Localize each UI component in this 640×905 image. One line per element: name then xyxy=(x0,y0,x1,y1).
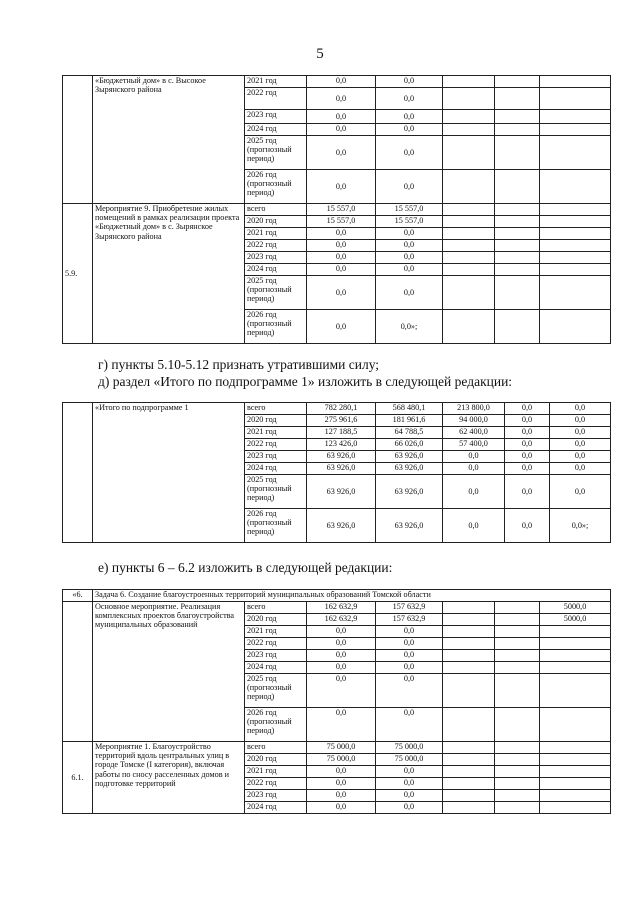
value-cell: 213 800,0 xyxy=(443,403,505,415)
total-cell: 275 961,6 xyxy=(307,415,376,427)
year-cell: 2020 год xyxy=(245,415,307,427)
table-subprogram-total xyxy=(62,402,611,543)
year-cell: всего xyxy=(245,403,307,415)
fed-cell: 0,0 xyxy=(376,264,443,276)
value-cell: 0,0 xyxy=(550,463,611,475)
heading-e: е) пункты 6 – 6.2 изложить в следующей редакции: xyxy=(98,560,393,575)
value-cell: 63 926,0 xyxy=(376,475,443,509)
year-cell: 2022 год xyxy=(245,439,307,451)
total-cell: 0,0 xyxy=(307,124,376,136)
total-cell: 782 280,1 xyxy=(307,403,376,415)
year-cell: всего xyxy=(245,602,307,614)
year-cell: 2021 год xyxy=(245,427,307,439)
value-cell: 0,0 xyxy=(505,475,550,509)
year-cell: 2026 год (прогнозный период) xyxy=(245,310,307,344)
value-cell: 63 926,0 xyxy=(376,463,443,475)
fed-cell: 0,0 xyxy=(376,124,443,136)
value-cell: 66 026,0 xyxy=(376,439,443,451)
heading-g: г) пункты 5.10-5.12 признать утратившими силу; xyxy=(98,357,380,372)
total-cell: 0,0 xyxy=(307,662,376,674)
total-cell: 0,0 xyxy=(307,76,376,88)
total-cell: 63 926,0 xyxy=(307,509,376,543)
fed-cell: 15 557,0 xyxy=(376,216,443,228)
value-cell: 0,0 xyxy=(376,766,443,778)
value-cell: 0,0 xyxy=(376,626,443,638)
year-cell: 2021 год xyxy=(245,626,307,638)
fed-cell: 0,0 xyxy=(376,240,443,252)
total-cell: 0,0 xyxy=(307,674,376,708)
total-cell: 0,0 xyxy=(307,778,376,790)
measure-name-cell: Мероприятие 9. Приобретение жилых помещений в рамках реализации проекта «Бюджетный дом» в с. Зырянское Зырянского района xyxy=(93,204,245,344)
total-cell: 162 632,9 xyxy=(307,614,376,626)
value-cell: 568 480,1 xyxy=(376,403,443,415)
total-cell: 63 926,0 xyxy=(307,463,376,475)
total-cell: 127 188,5 xyxy=(307,427,376,439)
total-cell: 63 926,0 xyxy=(307,451,376,463)
total-name-cell: «Итого по подпрограмме 1 xyxy=(93,403,245,543)
table-row xyxy=(63,742,611,754)
year-cell: 2024 год xyxy=(245,802,307,814)
table-row xyxy=(63,204,611,216)
value-cell: 0,0 xyxy=(550,475,611,509)
year-cell: 2026 год (прогнозный период) xyxy=(245,170,307,204)
table-task-6 xyxy=(62,589,611,814)
value-cell: 0,0 xyxy=(505,415,550,427)
year-cell: 2026 год (прогнозный период) xyxy=(245,708,307,742)
year-cell: 2022 год xyxy=(245,88,307,110)
fed-cell: 0,0 xyxy=(376,110,443,124)
value-cell: 0,0 xyxy=(376,790,443,802)
value-cell: 75 000,0 xyxy=(376,742,443,754)
value-cell: 0,0 xyxy=(550,451,611,463)
year-cell: 2022 год xyxy=(245,778,307,790)
total-cell: 0,0 xyxy=(307,276,376,310)
value-cell: 0,0 xyxy=(376,662,443,674)
year-cell: 2023 год xyxy=(245,790,307,802)
total-cell: 162 632,9 xyxy=(307,602,376,614)
page-number: 5 xyxy=(316,46,324,62)
value-cell: 0,0 xyxy=(443,451,505,463)
value-cell: 0,0 xyxy=(376,778,443,790)
total-cell: 0,0 xyxy=(307,626,376,638)
total-cell: 75 000,0 xyxy=(307,754,376,766)
value-cell: 0,0 xyxy=(443,509,505,543)
year-cell: 2024 год xyxy=(245,124,307,136)
total-cell: 0,0 xyxy=(307,264,376,276)
year-cell: 2024 год xyxy=(245,463,307,475)
value-cell: 0,0 xyxy=(505,403,550,415)
total-cell: 75 000,0 xyxy=(307,742,376,754)
fed-cell: 0,0 xyxy=(376,276,443,310)
value-cell: 157 632,9 xyxy=(376,614,443,626)
fed-cell: 0,0 xyxy=(376,76,443,88)
year-cell: 2025 год (прогнозный период) xyxy=(245,674,307,708)
value-cell: 94 000,0 xyxy=(443,415,505,427)
total-cell: 0,0 xyxy=(307,650,376,662)
total-cell: 0,0 xyxy=(307,88,376,110)
value-cell: 0,0 xyxy=(550,427,611,439)
year-cell: 2023 год xyxy=(245,110,307,124)
total-cell: 63 926,0 xyxy=(307,475,376,509)
total-cell: 0,0 xyxy=(307,228,376,240)
table-row xyxy=(63,602,611,614)
year-cell: 2020 год xyxy=(245,216,307,228)
fed-cell: 0,0 xyxy=(376,170,443,204)
measure-name-cell: Мероприятие 1. Благоустройство территорий вдоль центральных улиц в городе Томске (I категория), включая работы по сносу расселенных домов и подготовке территорий xyxy=(93,742,245,814)
value-cell: 157 632,9 xyxy=(376,602,443,614)
value-cell: 0,0 xyxy=(505,451,550,463)
row-number-cell: 6.1. xyxy=(63,742,93,814)
value-cell: 0,0 xyxy=(550,403,611,415)
year-cell: 2024 год xyxy=(245,662,307,674)
fed-cell: 0,0 xyxy=(376,88,443,110)
year-cell: 2020 год xyxy=(245,754,307,766)
value-cell: 63 926,0 xyxy=(376,451,443,463)
year-cell: всего xyxy=(245,742,307,754)
value-cell: 75 000,0 xyxy=(376,754,443,766)
total-cell: 0,0 xyxy=(307,790,376,802)
value-cell: 0,0 xyxy=(443,463,505,475)
table-row xyxy=(63,76,611,88)
task-title-cell: Задача 6. Создание благоустроенных территорий муниципальных образований Томской области xyxy=(93,590,611,602)
year-cell: 2023 год xyxy=(245,650,307,662)
value-cell: 64 788,5 xyxy=(376,427,443,439)
value-cell: 0,0 xyxy=(505,427,550,439)
value-cell: 181 961,6 xyxy=(376,415,443,427)
value-cell: 5000,0 xyxy=(540,602,611,614)
total-cell: 0,0 xyxy=(307,170,376,204)
year-cell: 2025 год (прогнозный период) xyxy=(245,276,307,310)
total-cell: 0,0 xyxy=(307,136,376,170)
total-cell: 15 557,0 xyxy=(307,204,376,216)
value-cell: 62 400,0 xyxy=(443,427,505,439)
year-cell: всего xyxy=(245,204,307,216)
value-cell: 57 400,0 xyxy=(443,439,505,451)
value-cell: 0,0 xyxy=(505,463,550,475)
table-row xyxy=(63,403,611,415)
row-number-cell: «6. xyxy=(63,590,93,602)
fed-cell: 0,0 xyxy=(376,228,443,240)
year-cell: 2021 год xyxy=(245,228,307,240)
total-cell: 0,0 xyxy=(307,240,376,252)
fed-cell: 15 557,0 xyxy=(376,204,443,216)
year-cell: 2025 год (прогнозный период) xyxy=(245,136,307,170)
value-cell: 0,0 xyxy=(550,439,611,451)
row-number-cell: 5.9. xyxy=(63,204,93,344)
value-cell: 0,0 xyxy=(376,638,443,650)
value-cell: 0,0 xyxy=(443,475,505,509)
task-row xyxy=(63,590,611,602)
value-cell: 0,0 xyxy=(376,674,443,708)
value-cell: 0,0 xyxy=(505,509,550,543)
fed-cell: 0,0»; xyxy=(376,310,443,344)
total-cell: 123 426,0 xyxy=(307,439,376,451)
heading-d: д) раздел «Итого по подпрограмме 1» изложить в следующей редакции: xyxy=(98,374,513,389)
value-cell: 5000,0 xyxy=(540,614,611,626)
total-cell: 0,0 xyxy=(307,638,376,650)
year-cell: 2023 год xyxy=(245,451,307,463)
total-cell: 0,0 xyxy=(307,708,376,742)
year-cell: 2021 год xyxy=(245,76,307,88)
fed-cell: 0,0 xyxy=(376,252,443,264)
total-cell: 0,0 xyxy=(307,802,376,814)
year-cell: 2025 год (прогнозный период) xyxy=(245,475,307,509)
value-cell: 0,0 xyxy=(550,415,611,427)
total-cell: 15 557,0 xyxy=(307,216,376,228)
year-cell: 2026 год (прогнозный период) xyxy=(245,509,307,543)
measure-name-cell: «Бюджетный дом» в с. Высокое Зырянского района xyxy=(93,76,245,204)
value-cell: 0,0 xyxy=(376,650,443,662)
table-measures-5 xyxy=(62,75,611,344)
year-cell: 2020 год xyxy=(245,614,307,626)
value-cell: 0,0 xyxy=(376,708,443,742)
total-cell: 0,0 xyxy=(307,766,376,778)
year-cell: 2024 год xyxy=(245,264,307,276)
value-cell: 0,0 xyxy=(505,439,550,451)
year-cell: 2021 год xyxy=(245,766,307,778)
total-cell: 0,0 xyxy=(307,310,376,344)
row-number-cell xyxy=(63,76,93,204)
total-cell: 0,0 xyxy=(307,110,376,124)
value-cell: 0,0»; xyxy=(550,509,611,543)
total-cell: 0,0 xyxy=(307,252,376,264)
year-cell: 2022 год xyxy=(245,638,307,650)
fed-cell: 0,0 xyxy=(376,136,443,170)
value-cell: 0,0 xyxy=(376,802,443,814)
value-cell: 63 926,0 xyxy=(376,509,443,543)
year-cell: 2022 год xyxy=(245,240,307,252)
measure-name-cell: Основное мероприятие. Реализация комплексных проектов благоустройства муниципальных образований xyxy=(93,602,245,742)
year-cell: 2023 год xyxy=(245,252,307,264)
